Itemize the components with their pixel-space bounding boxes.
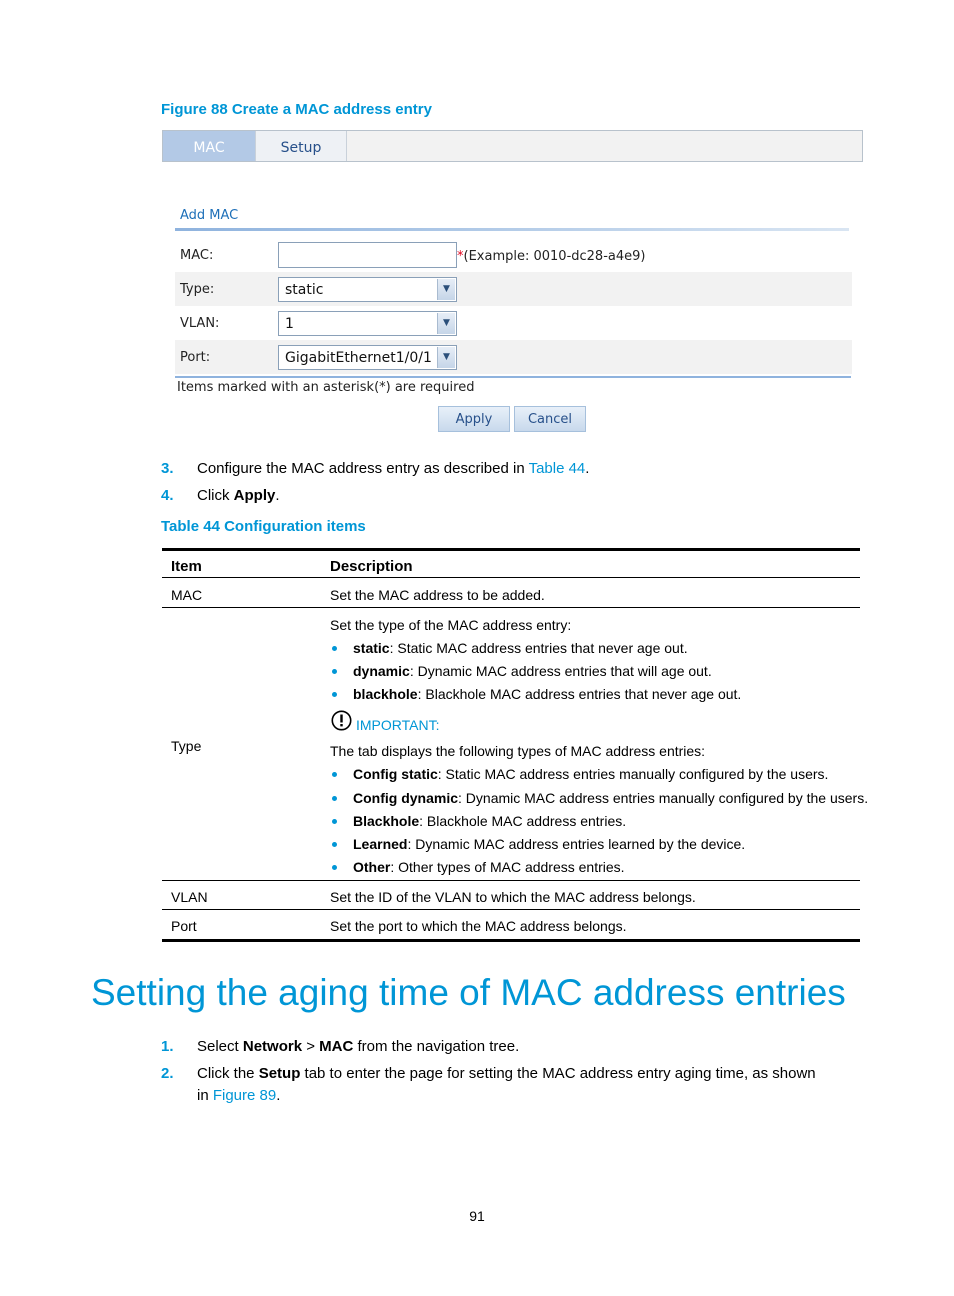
- list-item-term: Blackhole: [353, 813, 420, 829]
- chevron-down-icon[interactable]: ▼: [437, 313, 455, 334]
- table-caption: Table 44 Configuration items: [161, 518, 366, 535]
- step-text-part: .: [275, 487, 280, 504]
- list-item-text: : Other types of MAC address entries.: [390, 859, 625, 875]
- figure-caption: Figure 88 Create a MAC address entry: [161, 101, 432, 118]
- port-label: Port:: [180, 350, 211, 365]
- page-number: 91: [469, 1208, 485, 1224]
- step-text-part: >: [302, 1038, 320, 1055]
- type-intro: Set the type of the MAC address entry:: [330, 617, 572, 633]
- bullet-icon: [332, 772, 337, 777]
- vlan-select-value: 1: [285, 316, 294, 332]
- apply-button[interactable]: Apply: [438, 406, 510, 432]
- step-text-part: Click the: [197, 1065, 259, 1082]
- important-intro: The tab displays the following types of MAC address entries:: [330, 743, 706, 759]
- step-number: 1.: [161, 1038, 174, 1055]
- bullet-icon: [332, 669, 337, 674]
- tab-bar: [162, 130, 863, 162]
- step-text: [197, 1065, 816, 1082]
- step-number: 4.: [161, 487, 174, 504]
- bullet-icon: [332, 796, 337, 801]
- step-text-bold: Setup: [258, 1065, 301, 1082]
- step-text-part: Configure the MAC address entry as described in: [197, 460, 529, 477]
- table-cell-description: Set the port to which the MAC address belongs.: [330, 918, 627, 934]
- figure-89-link[interactable]: Figure 89: [212, 1087, 277, 1104]
- list-item-term: Other: [353, 859, 391, 875]
- table-row-rule: [162, 909, 860, 910]
- table-cell-item: Port: [171, 918, 197, 934]
- step-text-part: in: [197, 1087, 213, 1104]
- vlan-row: [175, 306, 852, 340]
- important-icon: [331, 710, 352, 731]
- list-item: [353, 640, 688, 656]
- important-label: IMPORTANT:: [356, 717, 440, 733]
- table-bottom-rule: [162, 939, 860, 942]
- chevron-down-icon[interactable]: ▼: [437, 347, 455, 368]
- table-44-link[interactable]: Table 44: [528, 460, 586, 477]
- list-item-term: static: [353, 640, 390, 656]
- table-cell-description: Set the MAC address to be added.: [330, 587, 545, 603]
- required-asterisk: *: [457, 249, 464, 264]
- form-bottom-divider: [175, 376, 851, 378]
- table-header-description: Description: [330, 558, 413, 575]
- list-item: [353, 686, 741, 702]
- vlan-label: VLAN:: [180, 316, 220, 331]
- port-row: [175, 340, 852, 374]
- port-select-value: GigabitEthernet1/0/1: [285, 350, 432, 366]
- step-number: 2.: [161, 1065, 174, 1082]
- table-cell-description: Set the ID of the VLAN to which the MAC address belongs.: [330, 889, 696, 905]
- type-select-value: static: [285, 282, 324, 298]
- list-item-text: : Blackhole MAC address entries that never age out.: [417, 686, 742, 702]
- step-text-bold: Apply: [233, 487, 276, 504]
- list-item-term: Learned: [353, 836, 408, 852]
- mac-input[interactable]: [278, 242, 457, 268]
- list-item-term: blackhole: [353, 686, 418, 702]
- step-text-part: tab to enter the page for setting the MAC address entry aging time, as shown: [300, 1065, 816, 1082]
- table-cell-item: Type: [171, 738, 202, 754]
- list-item: [353, 813, 626, 829]
- list-item: [353, 859, 625, 875]
- table-row-rule: [162, 880, 860, 881]
- vlan-select[interactable]: [278, 311, 457, 336]
- step-text-part: Click: [197, 487, 234, 504]
- list-item-text: : Blackhole MAC address entries.: [419, 813, 627, 829]
- tab-mac[interactable]: MAC: [163, 131, 255, 161]
- step-text-part: .: [585, 460, 590, 477]
- step-text: [197, 487, 280, 504]
- tab-setup[interactable]: Setup: [255, 131, 347, 161]
- bullet-icon: [332, 865, 337, 870]
- table-header-rule: [162, 577, 860, 578]
- list-item: [353, 766, 828, 782]
- list-item: [353, 790, 868, 806]
- list-item: [353, 836, 745, 852]
- step-text-part: .: [276, 1087, 281, 1104]
- mac-hint: [457, 249, 645, 264]
- step-number: 3.: [161, 460, 174, 477]
- step-text-part: from the navigation tree.: [353, 1038, 520, 1055]
- list-item: [353, 663, 712, 679]
- step-text-bold: MAC: [319, 1038, 354, 1055]
- type-select[interactable]: [278, 277, 457, 302]
- bullet-icon: [332, 692, 337, 697]
- list-item-term: dynamic: [353, 663, 410, 679]
- cancel-button[interactable]: Cancel: [514, 406, 586, 432]
- mac-label: MAC:: [180, 248, 214, 263]
- table-header-item: Item: [171, 558, 202, 575]
- list-item-term: Config static: [353, 766, 438, 782]
- list-item-text: : Static MAC address entries that never age out.: [389, 640, 688, 656]
- mac-row: [175, 238, 852, 272]
- step-text-continued: [197, 1087, 280, 1104]
- list-item-text: : Dynamic MAC address entries manually configured by the users.: [458, 790, 869, 806]
- step-text-part: Select: [197, 1038, 243, 1055]
- required-note: Items marked with an asterisk(*) are required: [177, 380, 475, 395]
- list-item-term: Config dynamic: [353, 790, 459, 806]
- form-title: Add MAC: [180, 208, 239, 223]
- type-row: [175, 272, 852, 306]
- list-item-text: : Static MAC address entries manually configured by the users.: [437, 766, 829, 782]
- table-cell-item: MAC: [171, 587, 203, 603]
- type-label: Type:: [180, 282, 215, 297]
- step-text-bold: Network: [242, 1038, 303, 1055]
- section-heading: Setting the aging time of MAC address entries: [91, 972, 846, 1013]
- list-item-text: : Dynamic MAC address entries that will age out.: [409, 663, 712, 679]
- chevron-down-icon[interactable]: ▼: [437, 279, 455, 300]
- form-title-divider: [175, 228, 849, 231]
- bullet-icon: [332, 819, 337, 824]
- table-row-rule: [162, 607, 860, 608]
- bullet-icon: [332, 646, 337, 651]
- table-top-rule: [162, 548, 860, 551]
- port-select[interactable]: [278, 345, 457, 370]
- table-cell-item: VLAN: [171, 889, 208, 905]
- list-item-text: : Dynamic MAC address entries learned by the device.: [407, 836, 746, 852]
- bullet-icon: [332, 842, 337, 847]
- mac-example: (Example: 0010-dc28-a4e9): [463, 249, 646, 264]
- step-text: [197, 460, 589, 477]
- step-text: [197, 1038, 519, 1055]
